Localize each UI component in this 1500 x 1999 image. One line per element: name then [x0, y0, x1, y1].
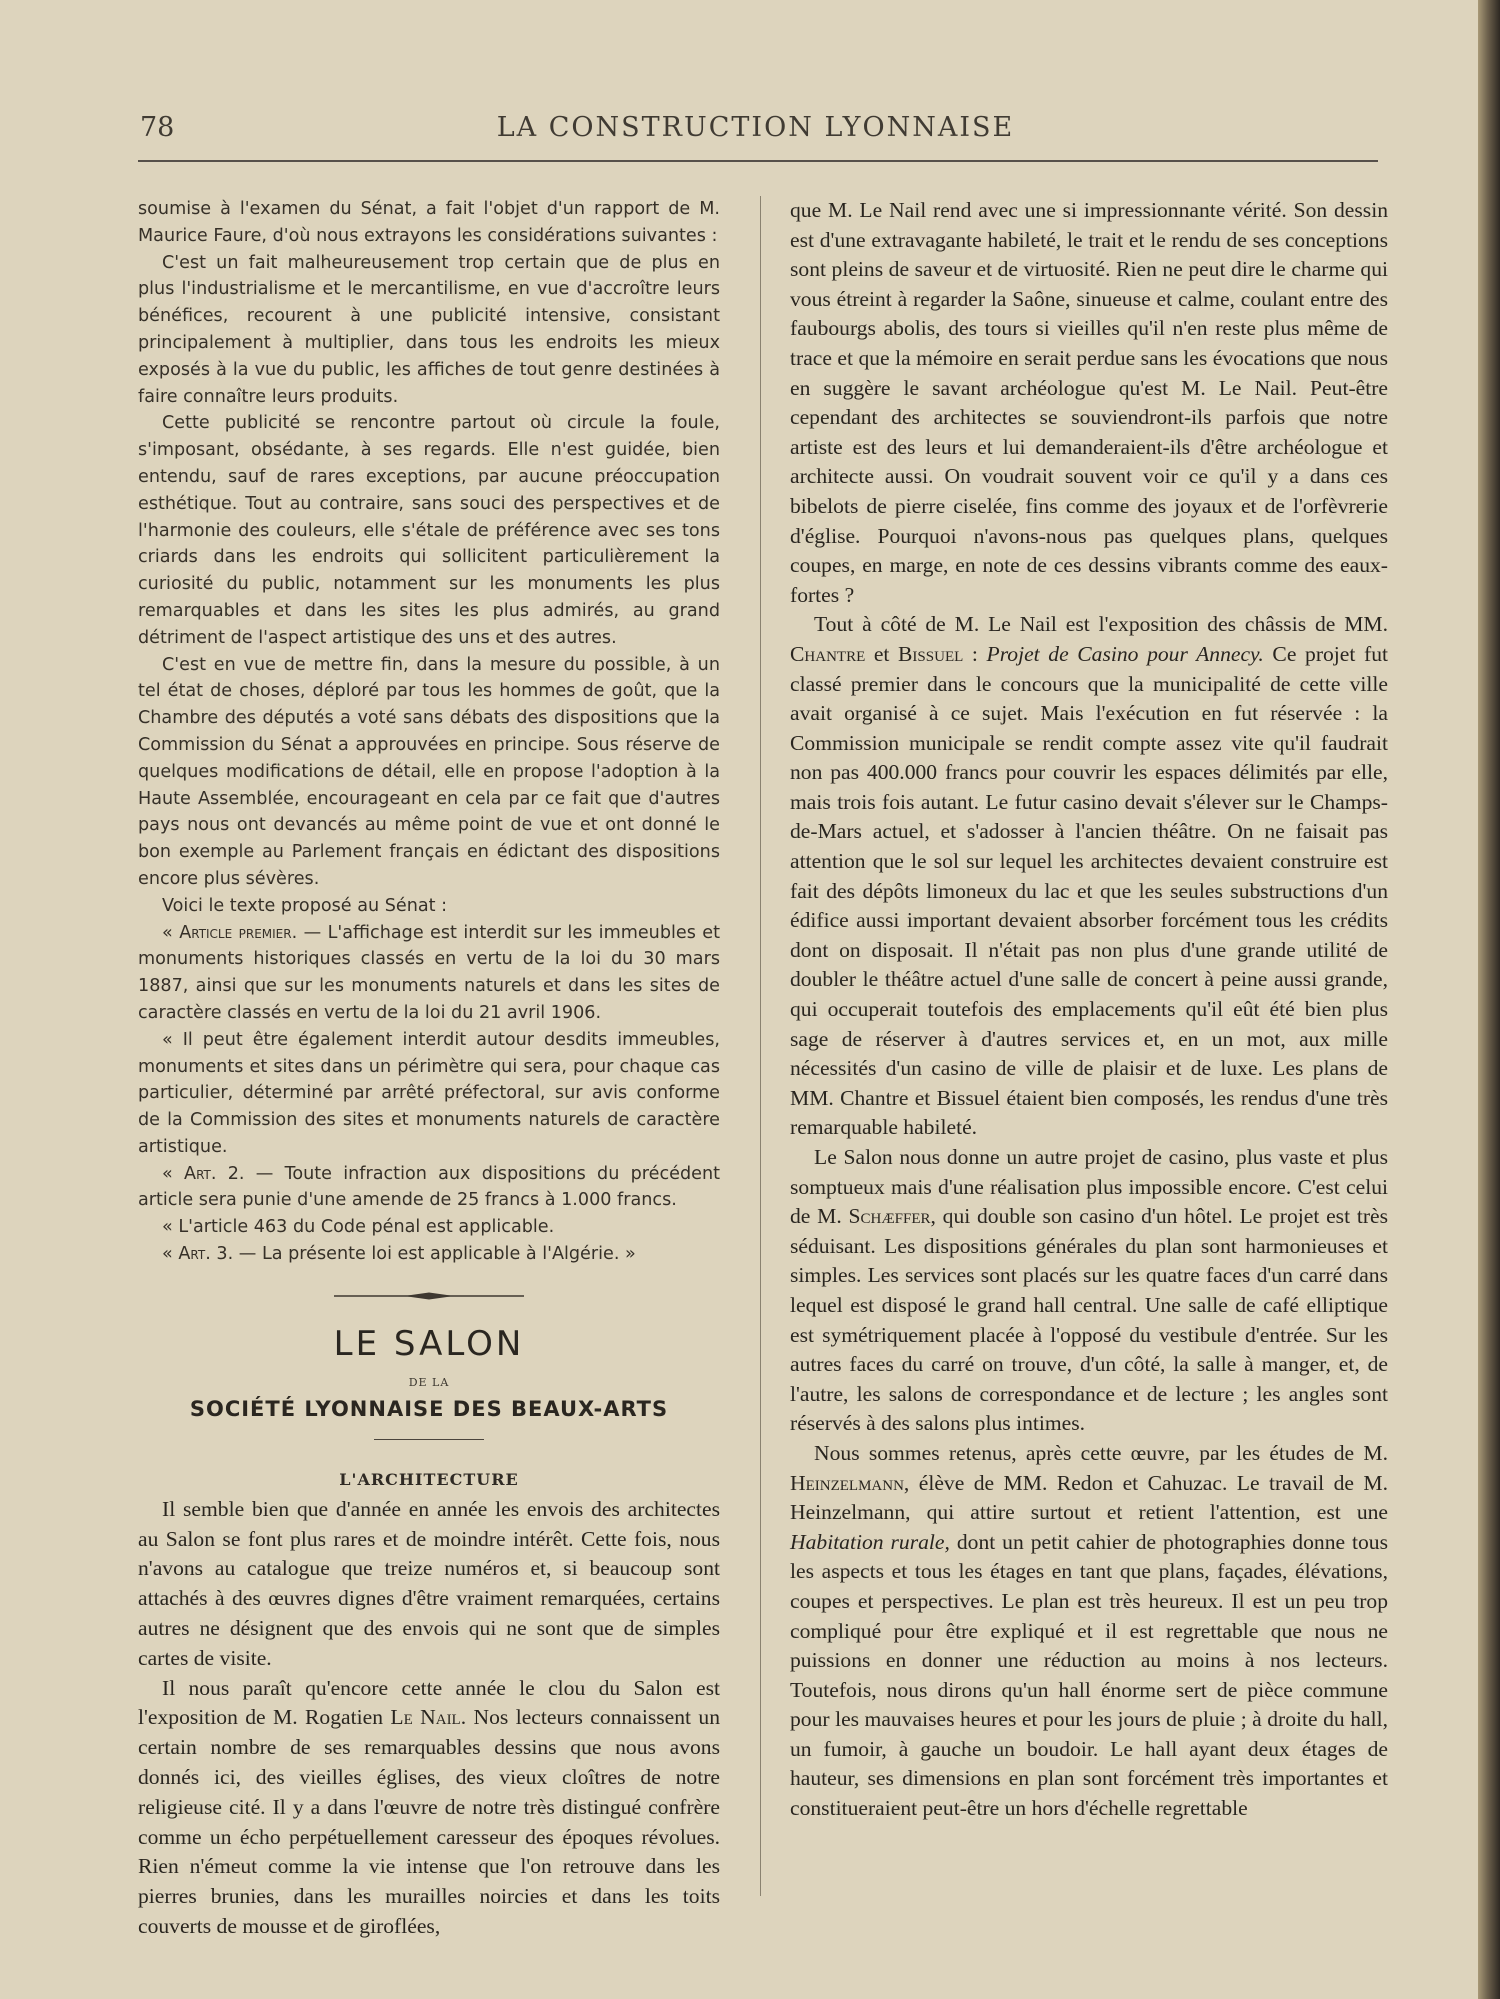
text-run: Il nous paraît qu'encore cette année le clou du Salon est l'exposition de M. Rogatien — [138, 1675, 720, 1730]
law-article-1-para-2: « Il peut être également interdit autour desdits immeubles, monuments et sites dans un périmètre qui sera, pour chaque cas particulier, déterminé par arrêté préfectoral, sur avis conforme de la Commission des sites et monuments naturels de caractère artistique. — [138, 1029, 720, 1157]
paragraph: C'est en vue de mettre fin, dans la mesure du possible, à un tel état de choses, déploré par tous les hommes de goût, que la Chambre des députés a voté sans débats des dispositions que la Commission du Sénat a approuvées en principe. Sous réserve de quelques modifications de détail, elle en propose l'adoption à la Haute Assemblée, encourageant en cela par ce fait que d'autres pays nous ont devancés au même point de vue et ont donné le bon exemple au Parlement français en édictant des dispositions encore plus sévères. — [138, 654, 720, 889]
law-article-3: « Art. 3. — La présente loi est applicable à l'Algérie. » — [162, 1244, 636, 1265]
text-run: Nous sommes retenus, après cette œuvre, par les études de M. — [814, 1440, 1388, 1465]
paragraph: Il semble bien que d'année en année les envois des architectes au Salon se font plus rares et de moindre intérêt. Cette fois, nous n'avons au catalogue que treize numéros et, si beaucoup sont attachés à des œuvres dignes d'être vraiment remarquées, certains autres ne désignent que des envois qui ne sont que de simples cartes de visite. — [138, 1496, 720, 1670]
paragraph — [138, 1674, 720, 1942]
law-article-2: « Art. 2. — Toute infraction aux dispositions du précédent article sera punie d'une amende de 25 francs à 1.000 francs. — [138, 1163, 721, 1211]
architect-name: Bissuel — [898, 641, 964, 666]
salon-title: LE SALON — [333, 1323, 525, 1364]
section-heading: L'ARCHITECTURE — [339, 1469, 519, 1489]
author-name: Le Nail — [390, 1705, 461, 1730]
page-edge-shadow — [1478, 0, 1500, 1999]
section-ornament — [334, 1290, 524, 1302]
law-article-1: « Article premier. — L'affichage est interdit sur les immeubles et monuments historiques classés en vertu de la loi du 30 mars 1887, ainsi que sur les monuments naturels et dans les sites de caractère classés en vertu de la loi du 21 avril 1906. — [138, 922, 721, 1023]
page-number: 78 — [140, 112, 175, 143]
paragraph — [790, 610, 1388, 1143]
article-text: — La présente loi est applicable à l'Algérie. » — [233, 1244, 636, 1265]
text-run: : — [963, 641, 987, 666]
paragraph: Cette publicité se rencontre partout où circule la foule, s'imposant, obsédante, à ses regards. Elle n'est guidée, bien entendu, sauf de rares exceptions, par aucune préoccupation esthétique. Tout au contraire, sans souci des perspectives et de l'harmonie des couleurs, elle s'étale de préférence avec ses tons criards dans les endroits qui sollicitent particulièrement la curiosité du public, notamment sur les monuments les plus remarquables et dans les sites les plus admirés, au grand détriment de l'aspect artistique des uns et des autres. — [138, 413, 720, 648]
paragraph: C'est un fait malheureusement trop certain que de plus en plus l'industrialisme et le mercantilisme, en vue d'accroître leurs bénéfices, recourent à une publicité intensive, consistant principalement à multiplier, dans tous les endroits les mieux exposés à la vue du public, les affiches de tout genre destinées à faire connaître leurs produits. — [138, 252, 720, 407]
text-run: et — [865, 641, 899, 666]
text-run: dont un petit cahier de photographies donne tous les aspects et tous les étages en tant que plans, façades, élévations, coupes et perspectives. Le plan est très heureux. Il est un peu trop compliqué pour être expliqué et il est regrettable que nous ne puissions en donner une réduction au moins à nos lecteurs. Toutefois, nous dirons qu'un hall énorme sert de pièce commune pour les mauvaises heures et pour les jours de pluie ; à droite du hall, un fumoir, à gauche un boudoir. Le hall ayant deux étages de hauteur, ses dimensions en plan sont forcément très importantes et constitueraient peut-être un hors d'échelle regrettable — [790, 1529, 1389, 1821]
text-run: , qui double son casino d'un hôtel. Le projet est très séduisant. Les dispositions générales du plan sont harmonieuses et simples. Les services sont placés sur les quatre faces d'un carré dans lequel est disposé le grand hall central. Une salle de café elliptique est symétriquement placée à l'opposé du vestibule d'entrée. Sur les autres faces du carré on trouve, d'un côté, la salle à manger, et, de l'autre, les salons de correspondance et de lecture ; les angles sont réservés à des salons plus intimes. — [790, 1204, 1389, 1436]
text-run: Ce projet fut classé premier dans le concours que la municipalité de cette ville avait organisé à ce sujet. Mais l'exécution en fut réservée : la Commission municipale se rendit compte assez vite qu'il faudrait non pas 400.000 francs pour couvrir les espaces délimités par elle, mais trois fois autant. Le futur casino devait s'élever sur le Champs-de-Mars actuel, et s'adosser à l'ancien théâtre. On ne faisait pas attention que le sol sur lequel les architectes devaient construire est fait des dépôts limoneux du lac et que les seules substructions d'un édifice aussi important devaient absorber forcément tous les crédits dont on disposait. Il n'était pas non plus d'une grande utilité de doubler le théâtre actuel d'une salle de concert à peine aussi grande, qui occuperait toutefois des emplacements qu'il eût été bien plus sage de réserver à d'autres services et, en un mot, aux mille nécessités d'un casino de ville de plaisir et de luxe. Les plans de MM. Chantre et Bissuel étaient bien composés, les rendus d'une très remarquable habileté. — [790, 641, 1388, 1140]
title-rule — [374, 1439, 484, 1440]
column-divider — [760, 196, 761, 1896]
article-label: Art. 3. — [178, 1244, 234, 1265]
salon-de-la: DE LA — [408, 1375, 450, 1389]
article-text: — L'affichage est interdit sur les immeubles et monuments historiques classés en vertu de la loi du 30 mars 1887, ainsi que sur les monuments naturels et dans les sites de caractère classés en vertu de la loi du 21 avril 1906. — [138, 922, 721, 1023]
salon-society: SOCIÉTÉ LYONNAISE DES BEAUX-ARTS — [189, 1396, 669, 1421]
text-run: , élève de MM. Redon et Cahuzac. Le travail de M. Heinzelmann, qui attire surtout et retient l'attention, est une — [790, 1470, 1388, 1525]
architect-name: Chantre — [790, 641, 866, 666]
journal-title: LA CONSTRUCTION LYONNAISE — [496, 112, 1015, 143]
paragraph: que M. Le Nail rend avec une si impressionnante vérité. Son dessin est d'une extravagante habileté, le trait et le rendu de ses conceptions sont pleins de saveur et de virtuosité. Rien ne peut dire le charme qui vous étreint à regarder la Saône, sinueuse et calme, coulant entre des faubourgs abolis, des tours si vieilles qu'il n'en reste plus même de trace et que la mémoire en serait perdue sans les évocations que nous en suggère le savant archéologue qu'est M. Le Nail. Peut-être cependant des architectes se souviendront-ils parfois que notre artiste est des leurs et lui demanderaient-ils d'être archéologue et architecte aussi. On voudrait souvent voir ce qu'il y a dans ces bibelots de pierre ciselée, fins comme des joyaux et de l'orfèvrerie d'église. Pourquoi n'avons-nous pas quelques plans, quelques coupes, en marge, en note de ces dessins vibrants comme des eaux-fortes ? — [790, 198, 1388, 607]
article-label: Art. 2. — [184, 1163, 245, 1184]
project-title: Projet de Casino pour Annecy. — [986, 641, 1264, 666]
paragraph: soumise à l'examen du Sénat, a fait l'objet d'un rapport de M. Maurice Faure, d'où nous extrayons les considérations suivantes : — [138, 199, 720, 246]
paragraph — [790, 1143, 1388, 1439]
law-article-2-para-2: « L'article 463 du Code pénal est applicable. — [162, 1217, 555, 1238]
article-label: Article premier. — [179, 922, 298, 943]
senate-report-text — [138, 196, 720, 1268]
text-run: Le Salon nous donne un autre projet de casino, plus vaste et plus somptueux mais d'une réalisation plus impossible encore. C'est celui de M. — [790, 1145, 1388, 1229]
text-run: Tout à côté de M. Le Nail est l'exposition des châssis de MM. — [814, 612, 1388, 637]
article-text: — Toute infraction aux dispositions du précédent article sera punie d'une amende de 25 francs à 1.000 francs. — [138, 1163, 721, 1211]
paragraph — [790, 1439, 1388, 1824]
text-run: . Nos lecteurs connaissent un certain nombre de ses remarquables dessins que nous avons donnés ici, des vieilles églises, des vieux cloîtres de notre religieuse cité. Il y a dans l'œuvre de notre très distingué confrère comme un écho perpétuellement caresseur des époques révolues. Rien n'émeut comme la vie intense que l'on retrouve dans les pierres brunies, dans les murailles noircies et dans les toits couverts de mousse et de giroflées, — [138, 1705, 720, 1939]
paragraph: Voici le texte proposé au Sénat : — [162, 895, 448, 916]
header-rule — [138, 160, 1378, 162]
architect-name: Schæffer — [848, 1204, 931, 1229]
left-column — [138, 196, 720, 1942]
running-header — [138, 106, 1373, 150]
architect-name: Heinzelmann — [790, 1470, 904, 1495]
article-body-left — [138, 1495, 720, 1942]
project-title: Habitation rurale, — [790, 1529, 950, 1554]
right-column — [790, 196, 1388, 1824]
